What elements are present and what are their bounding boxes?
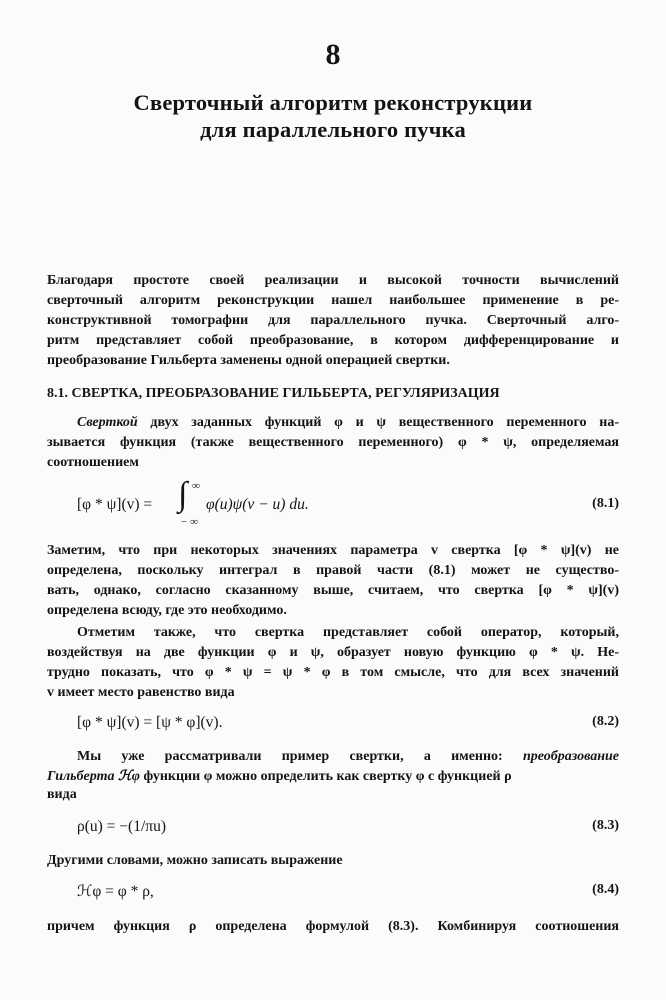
paragraph-line: v имеет место равенство вида [47,685,235,700]
paragraph-line: определена всюду, где это необходимо. [47,603,287,618]
integral-lower-limit: − ∞ [180,516,199,528]
equation-8-1: [φ * ψ](v) = [77,496,153,513]
intro-line: сверточный алгоритм реконструкции нашел наибольшее применение в ре- [47,293,619,308]
intro-line: ритм представляет собой преобразование, в котором дифференцирование и [47,333,619,348]
equation-number: (8.2) [592,714,619,729]
paragraph-line: вать, однако, согласно сказанному выше, считаем, что свертка [φ * ψ](v) [47,583,619,598]
intro-line: преобразование Гильберта заменены одной операцией свертки. [47,353,450,368]
paragraph-line: Заметим, что при некоторых значениях параметра v свертка [φ * ψ](v) не [47,543,619,558]
equation-8-3: ρ(u) = −(1/πu) [77,818,166,835]
equation-number: (8.1) [592,496,619,511]
paragraph-line: Другими словами, можно записать выражение [47,853,343,868]
equation-number: (8.3) [592,818,619,833]
intro-line: Благодаря простоте своей реализации и высокой точности вычислений [47,273,619,288]
paragraph-line: зывается функция (также вещественного переменного) φ * ψ, определяемая [47,435,619,450]
chapter-title-line-2: для параллельного пучка [200,117,466,142]
paragraph-line: трудно показать, что φ * ψ = ψ * φ в том смысле, что для всех значений [47,665,619,680]
chapter-number: 8 [325,38,341,71]
equation-8-4: ℋφ = φ * ρ, [77,883,154,900]
paragraph-line: воздействуя на две функции φ и ψ, образует новую функцию φ * ψ. Не- [47,645,619,660]
section-heading: 8.1. СВЕРТКА, ПРЕОБРАЗОВАНИЕ ГИЛЬБЕРТА, РЕГУЛЯРИЗАЦИЯ [47,386,500,401]
integral-sign: ∫ [178,476,188,513]
chapter-title-line-1: Сверточный алгоритм реконструкции [133,90,533,115]
paragraph-line: Мы уже рассматривали пример свертки, а именно: преобразование [77,749,619,764]
paragraph-line: Отметим также, что свертка представляет собой оператор, который, [77,625,619,640]
equation-number: (8.4) [592,882,619,897]
term-svertka: Сверткой [77,415,138,430]
paragraph-line: вида [47,787,77,802]
paragraph-line: Гильберта ℋφ функции φ можно определить как свертку φ с функцией ρ [47,769,512,784]
paragraph-line: Сверткой двух заданных функций φ и ψ вещественного переменного на- [77,415,619,430]
paragraph-line: определена, поскольку интеграл в правой части (8.1) может не существо- [47,563,619,578]
paragraph-line: причем функция ρ определена формулой (8.3). Комбинируя соотношения [47,919,619,934]
integrand: φ(u)ψ(v − u) du. [206,496,309,513]
paragraph-line: соотношением [47,455,139,470]
intro-line: конструктивной томографии для параллельного пучка. Сверточный алго- [47,313,619,328]
integral-upper-limit: ∞ [192,480,200,492]
equation-8-2: [φ * ψ](v) = [ψ * φ](v). [77,714,223,731]
